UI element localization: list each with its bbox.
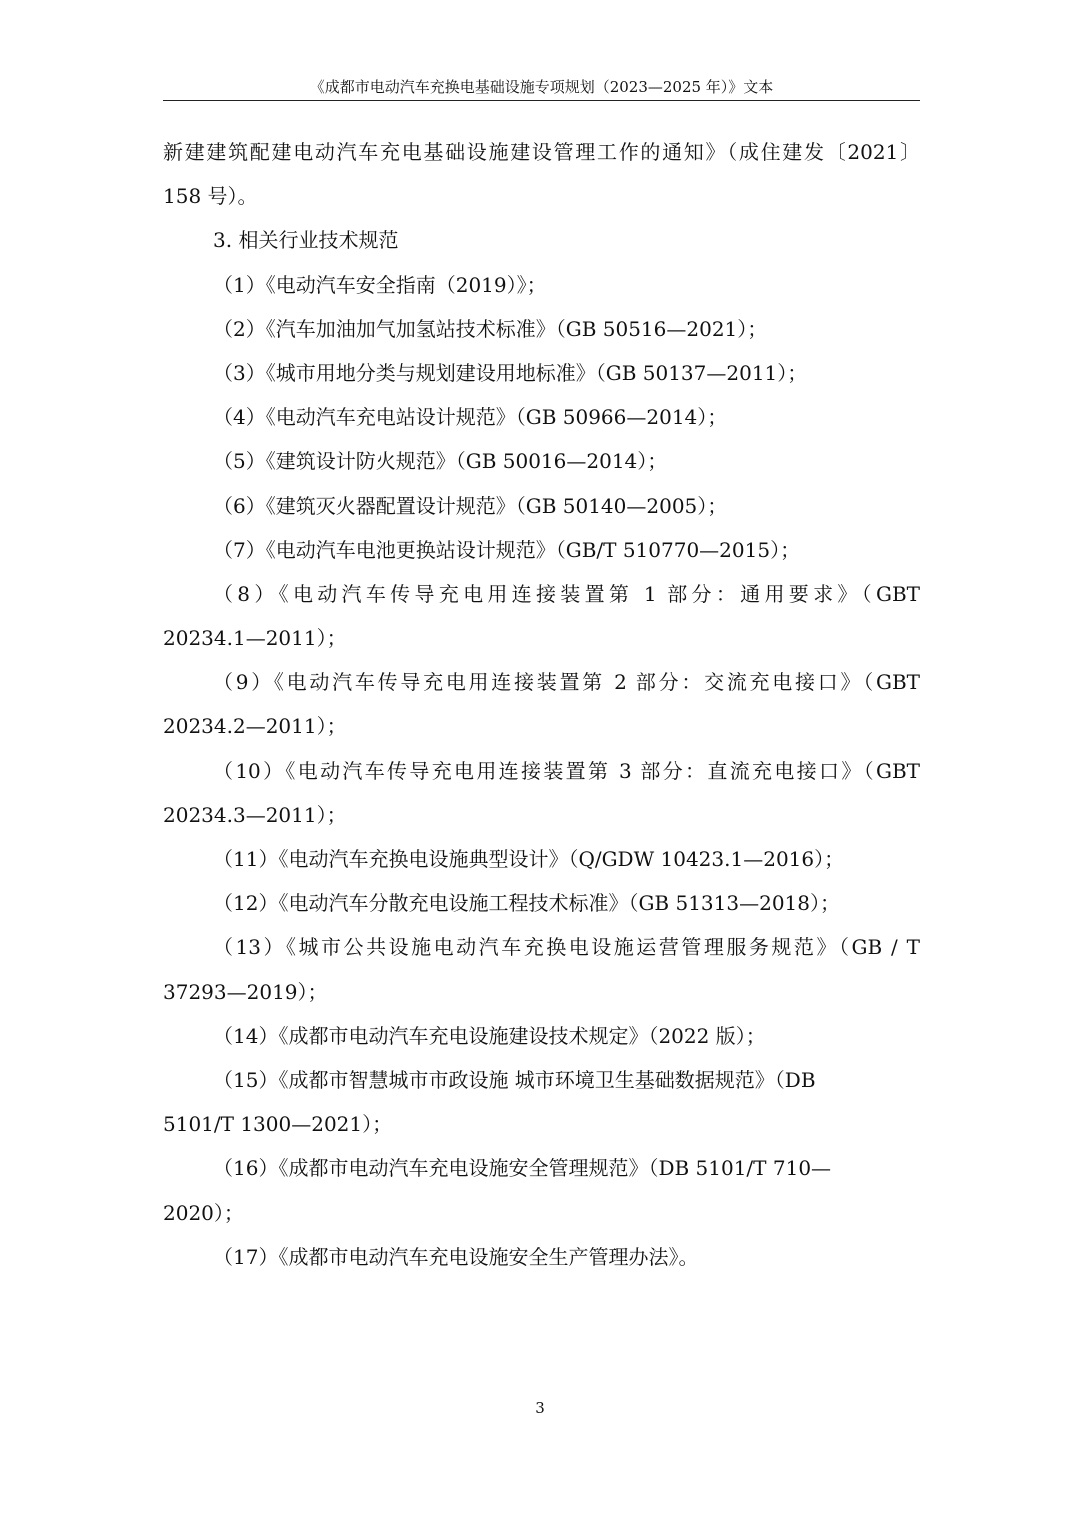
list-item: （14）《成都市电动汽车充电设施建设技术规定》（2022 版）； xyxy=(213,1023,766,1048)
paragraph-line: 158 号）。 xyxy=(163,184,258,209)
list-item: （7）《电动汽车电池更换站设计规范》（GB/T 510770—2015）； xyxy=(213,537,801,562)
header-rule xyxy=(163,100,920,101)
list-item: （3）《城市用地分类与规划建设用地标准》（GB 50137—2011）； xyxy=(213,360,808,385)
list-item: （12）《电动汽车分散充电设施工程技术标准》（GB 51313—2018）； xyxy=(213,891,841,916)
list-item: （5）《建筑设计防火规范》（GB 50016—2014）； xyxy=(213,449,668,474)
list-item: （11）《电动汽车充换电设施典型设计》（Q/GDW 10423.1—2016）； xyxy=(213,847,845,871)
body-text xyxy=(163,130,920,1279)
list-item: （8）《电动汽车传导充电用连接装置第 1 部分：通用要求》（GBT xyxy=(213,581,920,606)
paragraph-line: 新建建筑配建电动汽车充电基础设施建设管理工作的通知》（成住建发〔2021〕 xyxy=(163,140,920,164)
list-item-continuation: 5101/T 1300—2021）； xyxy=(163,1112,393,1137)
section-heading: 3. 相关行业技术规范 xyxy=(213,228,399,253)
list-item: （2）《汽车加油加气加氢站技术标准》（GB 50516—2021）； xyxy=(213,316,768,341)
list-item: （9）《电动汽车传导充电用连接装置第 2 部分：交流充电接口》（GBT xyxy=(213,670,920,695)
page-header: 《成都市电动汽车充换电基础设施专项规划（2023—2025 年）》文本 xyxy=(309,78,774,96)
list-item: （6）《建筑灭火器配置设计规范》（GB 50140—2005）； xyxy=(213,493,728,518)
list-item: （10）《电动汽车传导充电用连接装置第 3 部分：直流充电接口》（GBT xyxy=(213,758,920,783)
list-item: （13）《城市公共设施电动汽车充换电设施运营管理服务规范》（GB / T xyxy=(213,935,920,960)
list-item-continuation: 20234.3—2011）； xyxy=(163,802,347,827)
list-item-continuation: 20234.1—2011）； xyxy=(163,626,347,651)
list-item-continuation: 37293—2019）； xyxy=(163,979,328,1004)
list-item: （1）《电动汽车安全指南（2019）》； xyxy=(213,272,547,297)
list-item: （4）《电动汽车充电站设计规范》（GB 50966—2014）； xyxy=(213,405,728,430)
list-item-continuation: 2020）； xyxy=(163,1200,244,1225)
list-item: （16）《成都市电动汽车充电设施安全管理规范》（DB 5101/T 710— xyxy=(213,1156,832,1181)
list-item: （17）《成都市电动汽车充电设施安全生产管理办法》。 xyxy=(213,1244,699,1269)
list-item: （15）《成都市智慧城市市政设施 城市环境卫生基础数据规范》（DB xyxy=(213,1067,816,1092)
list-item-continuation: 20234.2—2011）； xyxy=(163,714,347,739)
page-number: 3 xyxy=(535,1399,545,1417)
